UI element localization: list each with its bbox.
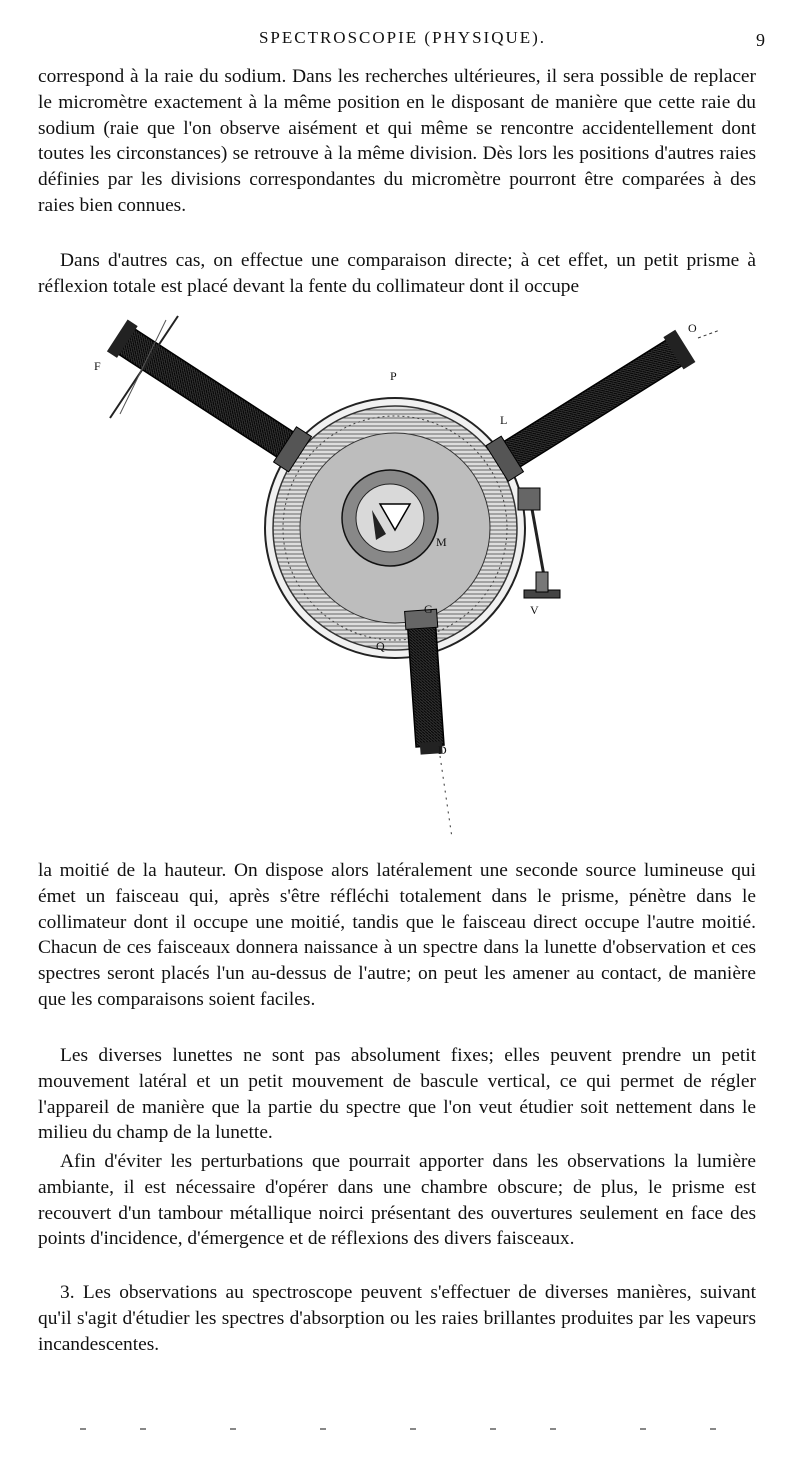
label-D: D bbox=[438, 743, 447, 757]
label-O: O bbox=[688, 321, 697, 335]
label-L: L bbox=[500, 413, 508, 427]
running-header bbox=[40, 28, 765, 54]
paragraph-1: correspond à la raie du sodium. Dans les recherches ultérieures, il sera possible de replacer le micromètre exactement à la même position en le disposant de manière que cette raie du sodium (raie que l'on observe aisément et qui même se rencontre accidentellement dont toutes les circonstances) se retrouve à la même division. Dès lors les positions d'autres raies définies par les divisions correspondantes du micromètre pourront être comparées à des raies bien connues. bbox=[38, 66, 756, 216]
bottom-print-marks bbox=[80, 1428, 720, 1434]
observation-telescope bbox=[486, 328, 697, 481]
paragraph-2: Dans d'autres cas, on effectue une comparaison directe; à cet effet, un petit prisme à réflexion totale est placé devant la fente du collimateur dont il occupe bbox=[38, 250, 756, 297]
label-Q: Q bbox=[376, 639, 385, 653]
running-title: SPECTROSCOPIE (PHYSIQUE). bbox=[258, 28, 547, 47]
label-G: G bbox=[424, 602, 433, 616]
paragraph-6: 3. Les observations au spectroscope peuvent s'effectuer de diverses manières, suivant qu'il s'agit d'étudier les spectres d'absorption ou les raies brillantes produites par les vapeurs incandescentes. bbox=[38, 1282, 756, 1355]
label-P: P bbox=[390, 369, 397, 383]
spectroscope-illustration bbox=[80, 308, 740, 853]
paragraph-5: Afin d'éviter les perturbations que pourrait apporter dans les observations la lumière ambiante, il est nécessaire d'opérer dans une chambre obscure; de plus, le prisme est recouvert d'un tambour métallique noirci présentant des ouvertures seulement en face des points d'incidence, d'émergence et de réflexions des divers faisceaux. bbox=[38, 1151, 756, 1250]
screw-clamp bbox=[518, 488, 540, 510]
spectroscope-figure bbox=[80, 308, 740, 853]
page-number: 9 bbox=[756, 30, 765, 50]
label-V: V bbox=[530, 603, 539, 617]
label-F: F bbox=[94, 359, 101, 373]
collimator-tube bbox=[106, 318, 312, 472]
paragraph-4: Les diverses lunettes ne sont pas absolument fixes; elles peuvent prendre un petit mouvement latéral et un petit mouvement de bascule vertical, ce qui permet de régler l'appareil de manière que la partie du spectre que l'on veut étudier soit nettement dans le milieu du champ de la lunette. bbox=[38, 1045, 756, 1144]
paragraph-3: la moitié de la hauteur. On dispose alors latéralement une seconde source lumineuse qui émet un faisceau qui, après s'être réfléchi totalement dans le prisme, pénètre dans le collimateur dont il occupe une moitié, tandis que le faisceau direct occupe l'autre moitié. Chacun de ces faisceaux donnera naissance à un spectre dans la lunette d'observation et ces spectres seront placés l'un au-dessus de l'autre; on peut les amener au contact, de manière que les comparaisons soient faciles. bbox=[38, 860, 756, 1010]
label-M: M bbox=[436, 535, 447, 549]
